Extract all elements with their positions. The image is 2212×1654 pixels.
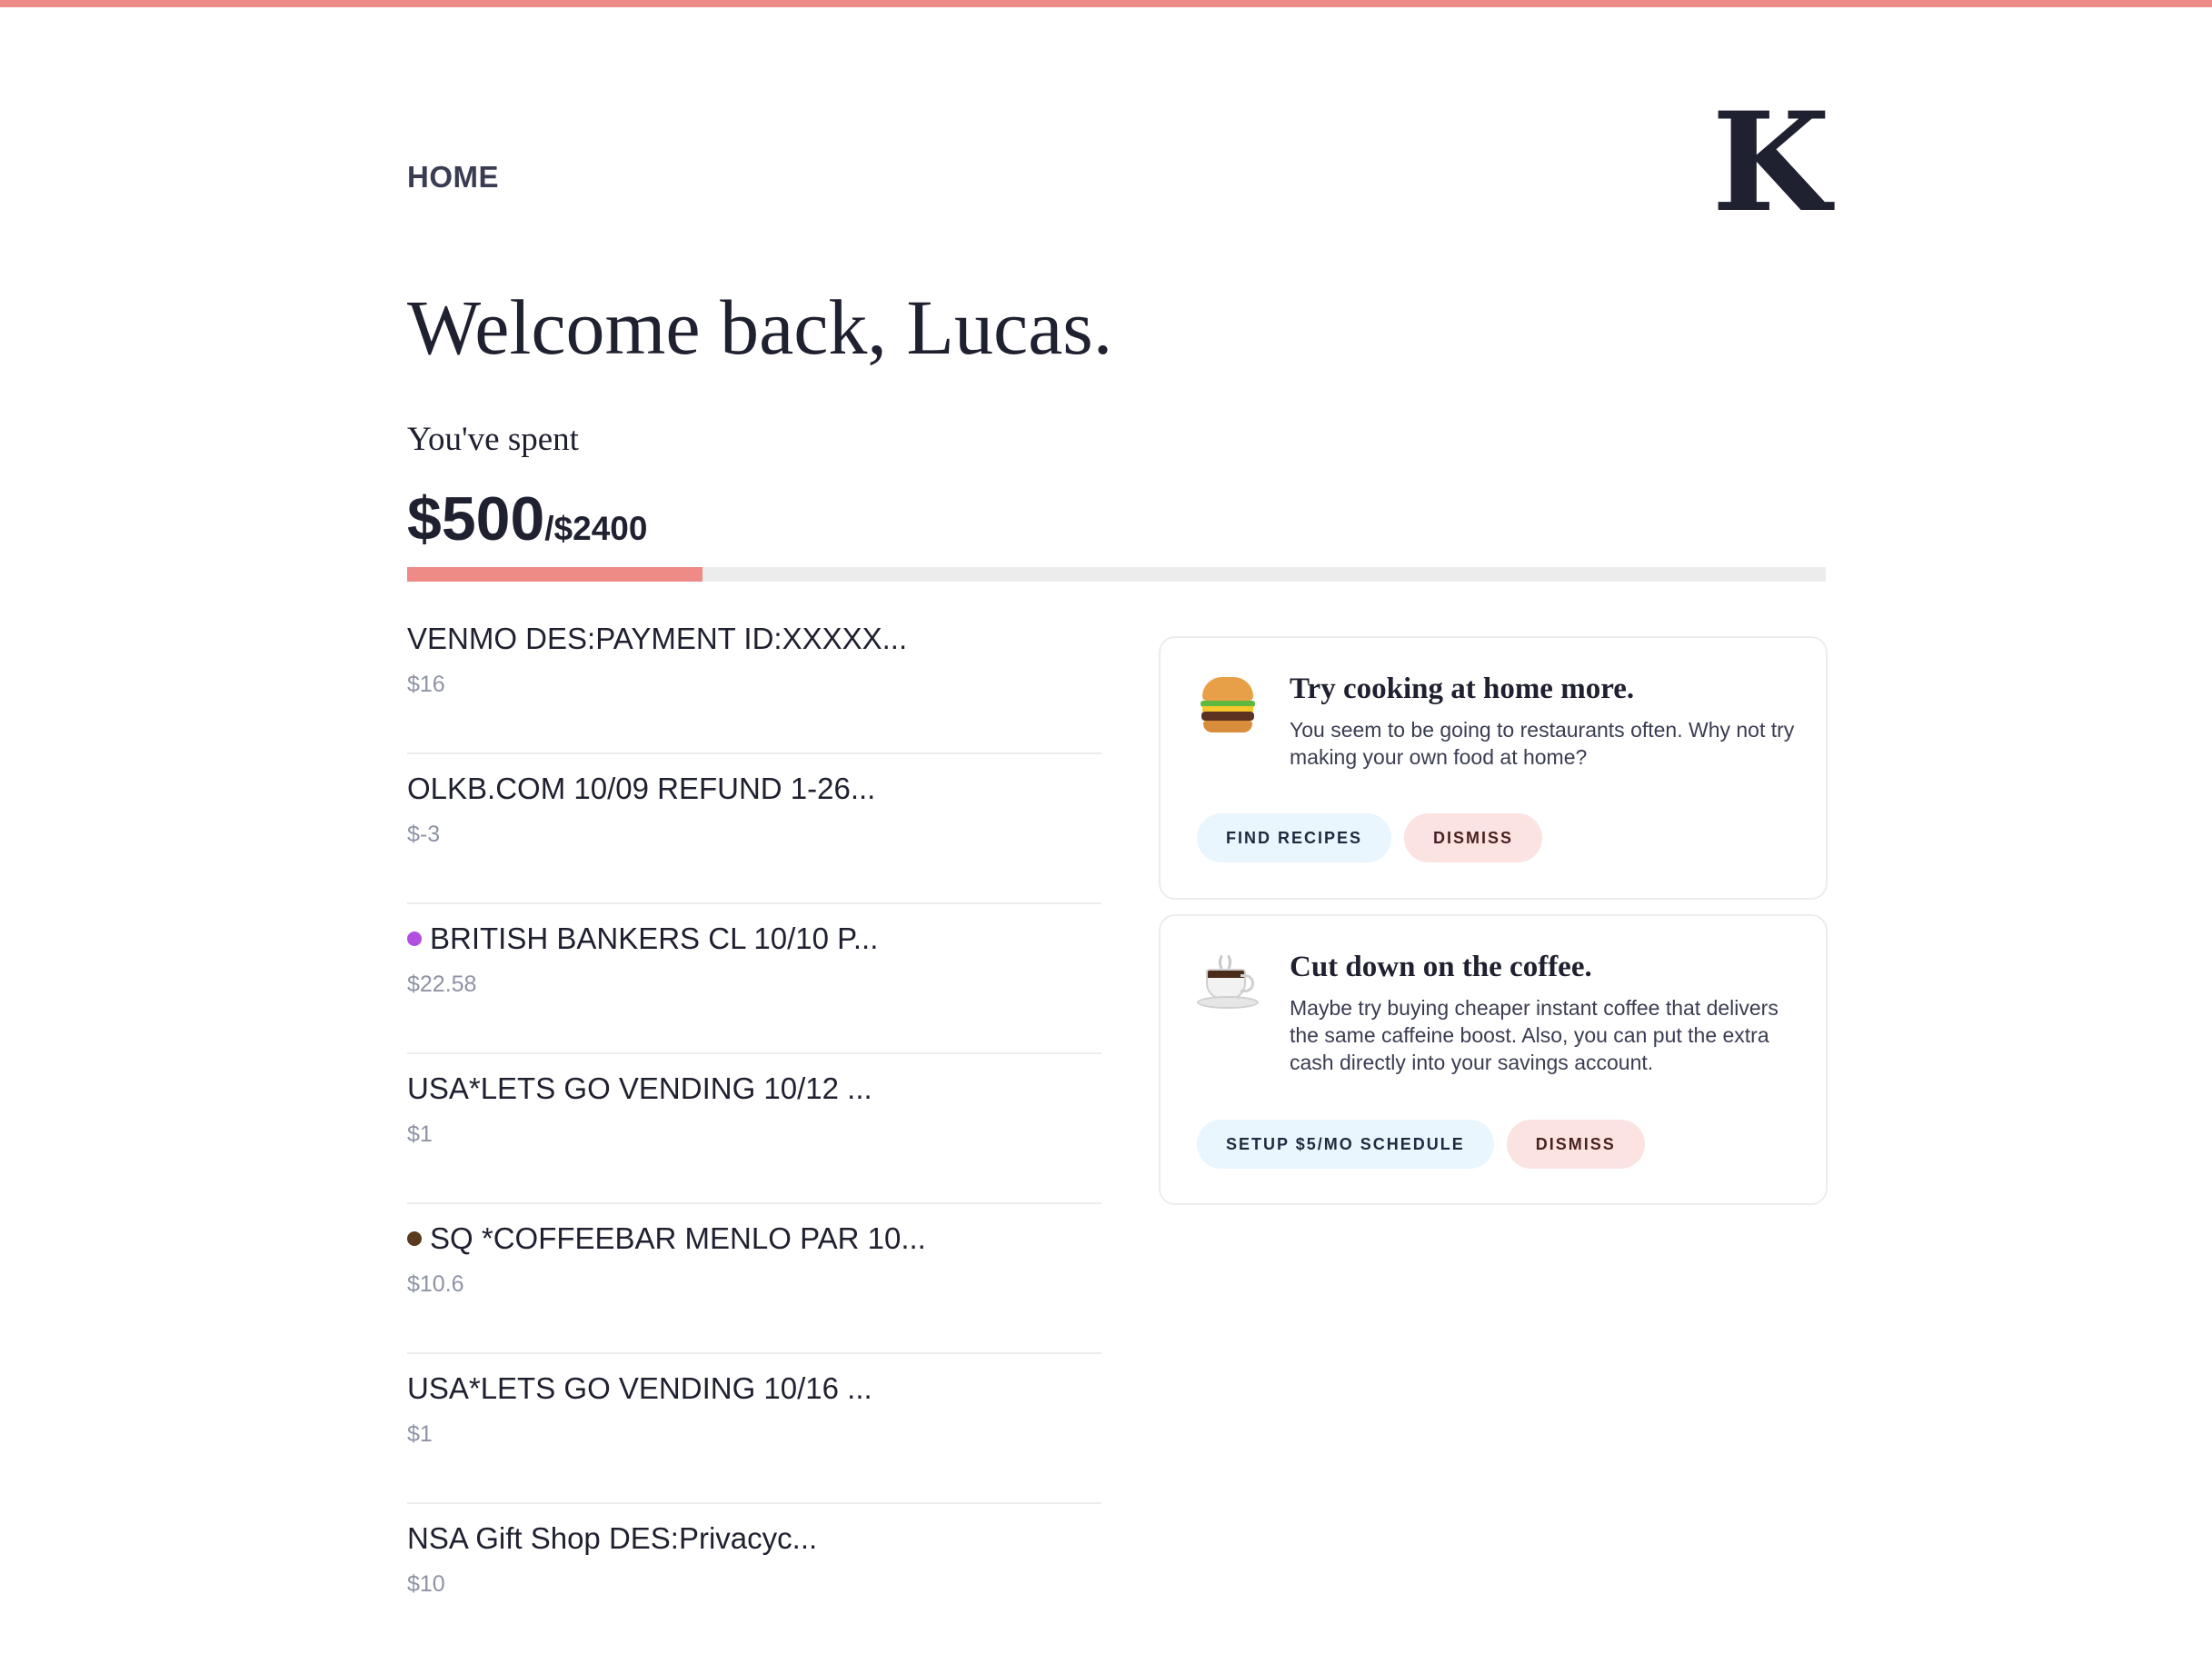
transaction-title: BRITISH BANKERS CL 10/10 P... — [407, 922, 878, 956]
transaction-amount: $1 — [407, 1421, 433, 1447]
suggestion-title: Try cooking at home more. — [1290, 673, 1635, 705]
transaction-row[interactable] — [407, 754, 1101, 904]
budget-progress-fill — [407, 567, 702, 582]
suggestion-actions — [1197, 813, 1542, 862]
suggestion-body: You seem to be going to restaurants often. Why not try making your own food at home? — [1290, 718, 1795, 769]
transaction-row[interactable] — [407, 1354, 1101, 1504]
transaction-amount: $-3 — [407, 822, 441, 847]
spent-value: $500 — [407, 484, 545, 553]
spent-amount — [407, 483, 647, 554]
transaction-row[interactable] — [407, 1204, 1101, 1354]
dismiss-button[interactable]: DISMISS — [1404, 813, 1542, 862]
transaction-row[interactable] — [407, 1504, 1101, 1654]
suggestion-card-coffee — [1159, 914, 1828, 1205]
transaction-row[interactable] — [407, 604, 1101, 754]
transaction-title: VENMO DES:PAYMENT ID:XXXXX... — [407, 622, 908, 655]
dismiss-button[interactable]: DISMISS — [1507, 1120, 1645, 1169]
setup-schedule-button[interactable]: SETUP $5/MO SCHEDULE — [1197, 1120, 1494, 1169]
transaction-amount: $16 — [407, 672, 445, 697]
find-recipes-button[interactable]: FIND RECIPES — [1197, 813, 1391, 862]
budget-value: /$2400 — [544, 510, 648, 547]
transaction-amount: $1 — [407, 1121, 433, 1147]
page-title: Welcome back, Lucas. — [407, 284, 1113, 371]
transaction-title: NSA Gift Shop DES:Privacyc... — [407, 1521, 818, 1555]
transaction-title: SQ *COFFEEBAR MENLO PAR 10... — [407, 1221, 926, 1256]
coffee-cup-icon — [1197, 952, 1259, 1014]
suggestion-title: Cut down on the coffee. — [1290, 951, 1592, 983]
transaction-row[interactable] — [407, 904, 1101, 1054]
transaction-title: USA*LETS GO VENDING 10/12 ... — [407, 1071, 872, 1105]
suggestion-actions — [1197, 1120, 1645, 1169]
transaction-amount: $10.6 — [407, 1271, 464, 1297]
nav-home-link[interactable]: HOME — [407, 160, 499, 194]
category-dot-icon — [407, 1231, 422, 1246]
brand-logo[interactable]: K — [1711, 83, 1830, 243]
transaction-list — [407, 604, 1101, 1654]
transaction-title: OLKB.COM 10/09 REFUND 1-26... — [407, 772, 876, 805]
suggestion-body: Maybe try buying cheaper instant coffee that delivers the same caffeine boost. Also, you can put the extra cash directly into your savings account. — [1290, 996, 1779, 1074]
transaction-row[interactable] — [407, 1054, 1101, 1204]
spent-label: You've spent — [407, 421, 579, 458]
transaction-title: USA*LETS GO VENDING 10/16 ... — [407, 1371, 872, 1405]
main-container — [407, 0, 1830, 1599]
transaction-amount: $22.58 — [407, 971, 477, 997]
hamburger-icon — [1197, 674, 1259, 736]
budget-progress-bar — [407, 567, 1826, 582]
suggestion-card-cooking — [1159, 636, 1828, 900]
category-dot-icon — [407, 932, 422, 946]
transaction-amount: $10 — [407, 1571, 445, 1597]
